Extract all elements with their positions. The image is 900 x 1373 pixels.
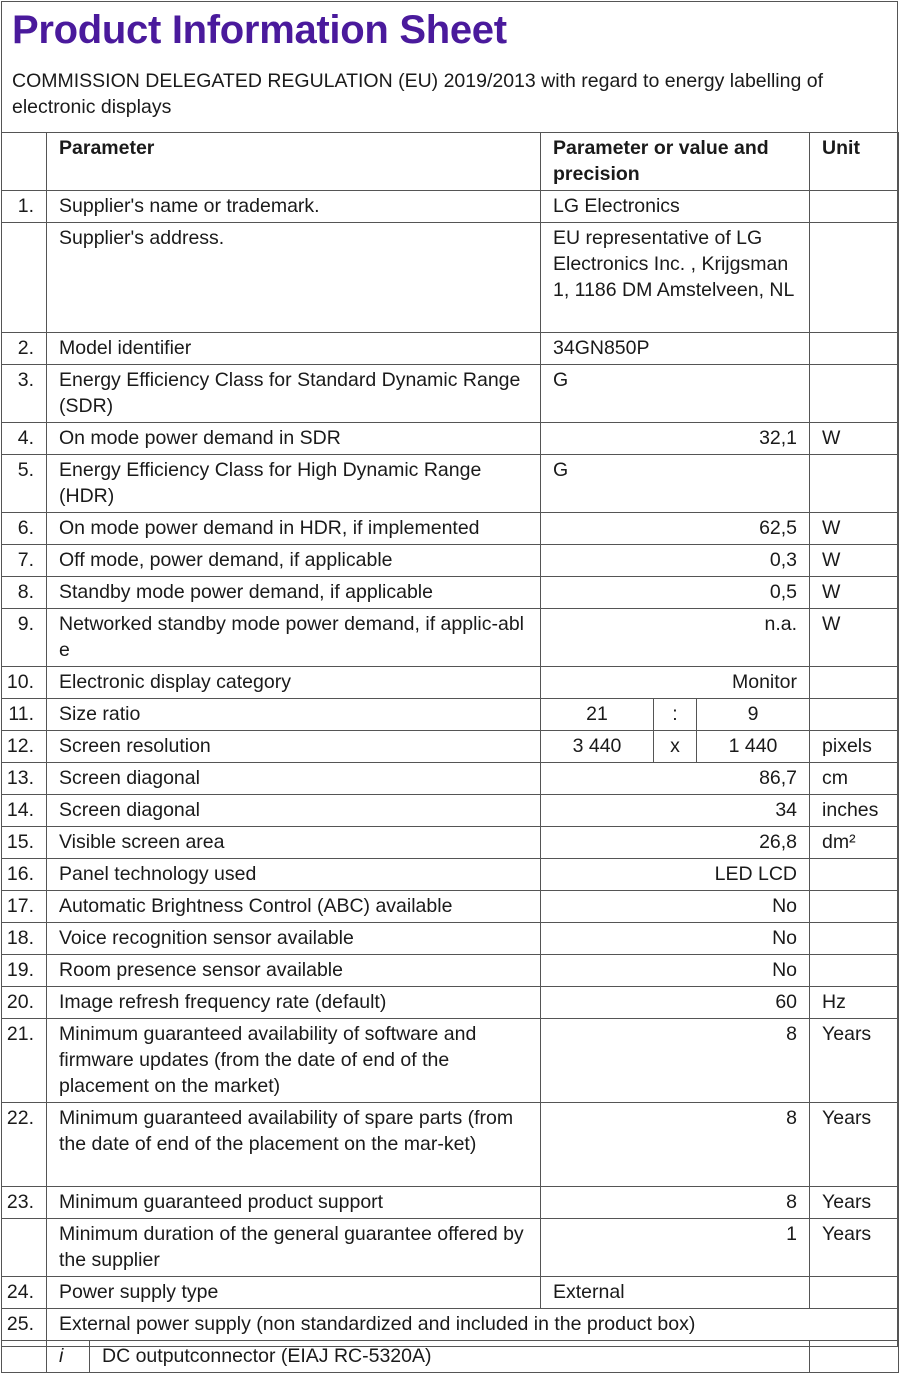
row-parameter: Minimum guaranteed availability of software and firmware updates (from the date of end of the placement on the market) — [47, 1019, 541, 1103]
row-parameter: Networked standby mode power demand, if applic-able — [47, 609, 541, 667]
row-value: 86,7 — [541, 763, 810, 795]
row-value: 34 — [541, 795, 810, 827]
row-parameter: Screen resolution — [47, 731, 541, 763]
row-value: 8 — [541, 1019, 810, 1103]
row-number: 9. — [2, 609, 47, 667]
row-number — [2, 1341, 47, 1373]
row-number — [2, 223, 47, 333]
row-unit — [810, 191, 899, 223]
row-parameter: External power supply (non standardized and included in the product box) — [47, 1309, 899, 1341]
row-parameter: On mode power demand in HDR, if implemented — [47, 513, 541, 545]
row-parameter: Supplier's name or trademark. — [47, 191, 541, 223]
row-parameter: Off mode, power demand, if applicable — [47, 545, 541, 577]
row-parameter: Minimum guaranteed availability of spare parts (from the date of end of the placement on the mar-ket) — [47, 1103, 541, 1187]
row-parameter: Voice recognition sensor available — [47, 923, 541, 955]
row-unit — [810, 455, 899, 513]
row-number: 21. — [2, 1019, 47, 1103]
table-row — [2, 891, 899, 923]
row-number: 8. — [2, 577, 47, 609]
header-row — [2, 133, 899, 191]
table-row — [2, 987, 899, 1019]
table-row — [2, 731, 899, 763]
row-unit: inches — [810, 795, 899, 827]
row-parameter: Automatic Brightness Control (ABC) available — [47, 891, 541, 923]
row-number: 2. — [2, 333, 47, 365]
row-number: 19. — [2, 955, 47, 987]
info-table — [1, 132, 899, 1373]
row-number: 18. — [2, 923, 47, 955]
row-value: 32,1 — [541, 423, 810, 455]
row-parameter: Electronic display category — [47, 667, 541, 699]
table-row — [2, 365, 899, 423]
row-unit — [810, 333, 899, 365]
row-number: 13. — [2, 763, 47, 795]
table-row — [2, 699, 899, 731]
row-number: 25. — [2, 1309, 47, 1341]
resolution-separator: x — [654, 731, 697, 763]
row-number: 1. — [2, 191, 47, 223]
row-unit — [810, 859, 899, 891]
row-value: 26,8 — [541, 827, 810, 859]
row-value: 34GN850P — [541, 333, 810, 365]
table-row — [2, 609, 899, 667]
header-num — [2, 133, 47, 191]
row-value: Monitor — [541, 667, 810, 699]
table-row — [2, 1277, 899, 1309]
row-unit: W — [810, 577, 899, 609]
row-unit — [810, 1341, 899, 1373]
row-value: No — [541, 955, 810, 987]
table-row — [2, 333, 899, 365]
table-row — [2, 955, 899, 987]
row-number: 10. — [2, 667, 47, 699]
row-unit: cm — [810, 763, 899, 795]
page-subtitle: COMMISSION DELEGATED REGULATION (EU) 2019/2013 with regard to energy labelling of electronic displays — [12, 70, 824, 118]
row-value: LG Electronics — [541, 191, 810, 223]
row-parameter: Panel technology used — [47, 859, 541, 891]
row-parameter: Supplier's address. — [47, 223, 541, 333]
table-row — [2, 191, 899, 223]
row-parameter: Room presence sensor available — [47, 955, 541, 987]
row-unit: Years — [810, 1219, 899, 1277]
table-row — [2, 859, 899, 891]
row-number: 16. — [2, 859, 47, 891]
row-unit: pixels — [810, 731, 899, 763]
row-number: 12. — [2, 731, 47, 763]
header-value: Parameter or value and precision — [541, 133, 810, 191]
row-parameter: On mode power demand in SDR — [47, 423, 541, 455]
table-row — [2, 223, 899, 333]
table-row — [2, 1019, 899, 1103]
row-parameter: Power supply type — [47, 1277, 541, 1309]
row-value: 0,3 — [541, 545, 810, 577]
row-value: No — [541, 923, 810, 955]
row-number: 15. — [2, 827, 47, 859]
row-parameter: Standby mode power demand, if applicable — [47, 577, 541, 609]
row-number: 4. — [2, 423, 47, 455]
row-unit — [810, 365, 899, 423]
row-parameter: Model identifier — [47, 333, 541, 365]
header-unit: Unit — [810, 133, 899, 191]
row-value: 0,5 — [541, 577, 810, 609]
row-unit — [810, 667, 899, 699]
resolution-width: 3 440 — [541, 731, 654, 763]
table-row — [2, 827, 899, 859]
table-row — [2, 455, 899, 513]
row-number: 5. — [2, 455, 47, 513]
table-row — [2, 1187, 899, 1219]
row-value: G — [541, 455, 810, 513]
row-value: 60 — [541, 987, 810, 1019]
row-parameter: Screen diagonal — [47, 795, 541, 827]
row-value: 1 — [541, 1219, 810, 1277]
row-number: 17. — [2, 891, 47, 923]
row-parameter: Energy Efficiency Class for High Dynamic Range (HDR) — [47, 455, 541, 513]
table-row — [2, 795, 899, 827]
ratio-height: 9 — [697, 699, 810, 731]
table-row — [2, 577, 899, 609]
row-number: 11. — [2, 699, 47, 731]
row-parameter: DC outputconnector (EIAJ RC-5320A) — [90, 1341, 810, 1373]
row-number: 20. — [2, 987, 47, 1019]
page-title: Product Information Sheet — [12, 8, 507, 52]
table-row — [2, 923, 899, 955]
row-unit: W — [810, 423, 899, 455]
row-unit — [810, 699, 899, 731]
row-value: No — [541, 891, 810, 923]
row-parameter: Visible screen area — [47, 827, 541, 859]
row-number: 14. — [2, 795, 47, 827]
row-number: 3. — [2, 365, 47, 423]
sub-item-marker: i — [47, 1341, 90, 1373]
row-unit — [810, 955, 899, 987]
row-unit — [810, 223, 899, 333]
table-row — [2, 763, 899, 795]
row-value: n.a. — [541, 609, 810, 667]
table-row — [2, 513, 899, 545]
row-value: LED LCD — [541, 859, 810, 891]
row-parameter: Energy Efficiency Class for Standard Dynamic Range (SDR) — [47, 365, 541, 423]
row-number: 24. — [2, 1277, 47, 1309]
row-value: 8 — [541, 1103, 810, 1187]
row-number: 23. — [2, 1187, 47, 1219]
row-unit: W — [810, 513, 899, 545]
row-unit: W — [810, 609, 899, 667]
row-value: EU representative of LG Electronics Inc. , Krijgsman 1, 1186 DM Amstelveen, NL — [541, 223, 810, 333]
ratio-width: 21 — [541, 699, 654, 731]
ratio-separator: : — [654, 699, 697, 731]
table-row — [2, 423, 899, 455]
row-unit: dm² — [810, 827, 899, 859]
table-row — [2, 1309, 899, 1341]
table-row — [2, 1103, 899, 1187]
row-value: G — [541, 365, 810, 423]
table-row — [2, 545, 899, 577]
row-parameter: Screen diagonal — [47, 763, 541, 795]
row-unit: Years — [810, 1019, 899, 1103]
row-unit: W — [810, 545, 899, 577]
table-row — [2, 1219, 899, 1277]
row-value: 8 — [541, 1187, 810, 1219]
row-parameter: Size ratio — [47, 699, 541, 731]
row-unit — [810, 1277, 899, 1309]
row-parameter: Minimum duration of the general guarantee offered by the supplier — [47, 1219, 541, 1277]
row-unit: Hz — [810, 987, 899, 1019]
resolution-height: 1 440 — [697, 731, 810, 763]
row-number — [2, 1219, 47, 1277]
row-parameter: Image refresh frequency rate (default) — [47, 987, 541, 1019]
header-parameter: Parameter — [47, 133, 541, 191]
table-row — [2, 667, 899, 699]
row-parameter: Minimum guaranteed product support — [47, 1187, 541, 1219]
row-value: 62,5 — [541, 513, 810, 545]
row-number: 22. — [2, 1103, 47, 1187]
row-unit — [810, 891, 899, 923]
table-row — [2, 1341, 899, 1373]
row-value: External — [541, 1277, 810, 1309]
row-number: 6. — [2, 513, 47, 545]
row-number: 7. — [2, 545, 47, 577]
row-unit: Years — [810, 1103, 899, 1187]
row-unit — [810, 923, 899, 955]
row-unit: Years — [810, 1187, 899, 1219]
